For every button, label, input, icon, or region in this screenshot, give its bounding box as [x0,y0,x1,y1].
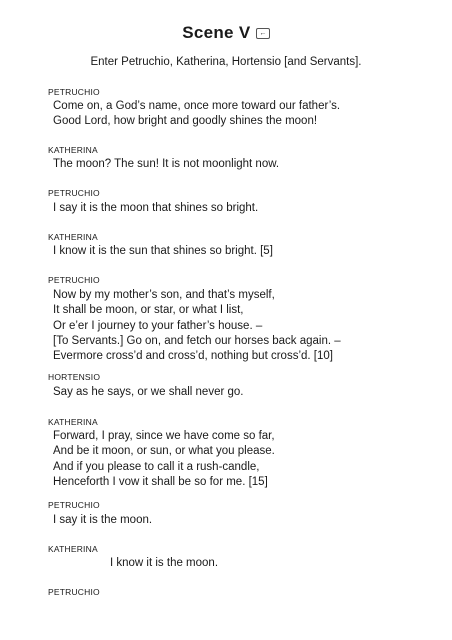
speaker-label: HORTENSIO [48,372,101,382]
speech-lines [53,513,152,528]
speaker-label: PETRUCHIO [48,87,100,97]
verse-line: I say it is the moon that shines so bright. [53,202,259,214]
verse-line: And if you please to call it a rush-candle, [53,460,260,473]
speech-lines [53,288,341,364]
verse-line: I know it is the sun that shines so bright. [5] [53,245,273,257]
scene-title [0,25,452,45]
verse-line: Say as he says, or we shall never go. [53,386,244,398]
speech-lines [53,201,258,216]
verse-line: Good Lord, how bright and goodly shines the moon! [53,115,318,128]
verse-line: The moon? The sun! It is not moonlight now. [53,158,280,170]
verse-line: It shall be moon, or star, or what I list, [53,304,244,317]
speaker-label: PETRUCHIO [48,275,100,285]
speech-lines [53,429,275,490]
verse-line: Or e’er I journey to your father’s house. – [53,319,263,332]
speech-lines [53,385,244,400]
speech-lines [110,556,218,571]
verse-line: And be it moon, or sun, or what you please. [53,445,275,458]
verse-line: Henceforth I vow it shall be so for me. [15] [53,475,268,488]
verse-line: Evermore cross’d and cross’d, nothing but cross’d. [10] [53,350,333,363]
return-link-icon[interactable]: ← [256,28,269,39]
speech-lines [53,99,340,130]
speech-lines [53,157,279,172]
speaker-label: KATHERINA [48,232,98,242]
verse-line: Forward, I pray, since we have come so far, [53,430,275,442]
speaker-label: KATHERINA [48,417,98,427]
verse-line: Come on, a God’s name, once more toward our father’s. [53,100,341,112]
speech-lines [53,244,273,259]
speaker-label: KATHERINA [48,145,98,155]
speaker-label: PETRUCHIO [48,587,100,597]
speaker-label: KATHERINA [48,544,98,554]
verse-line: [To Servants.] Go on, and fetch our horses back again. – [53,334,341,347]
speaker-label: PETRUCHIO [48,188,100,198]
verse-line: Now by my mother’s son, and that’s myself, [53,289,275,301]
speaker-label: PETRUCHIO [48,500,100,510]
scene-title-text: Scene V [182,25,251,42]
verse-line: I know it is the moon. [110,557,219,569]
verse-line: I say it is the moon. [53,514,153,526]
stage-direction: Enter Petruchio, Katherina, Hortensio [and Servants]. [90,56,362,68]
